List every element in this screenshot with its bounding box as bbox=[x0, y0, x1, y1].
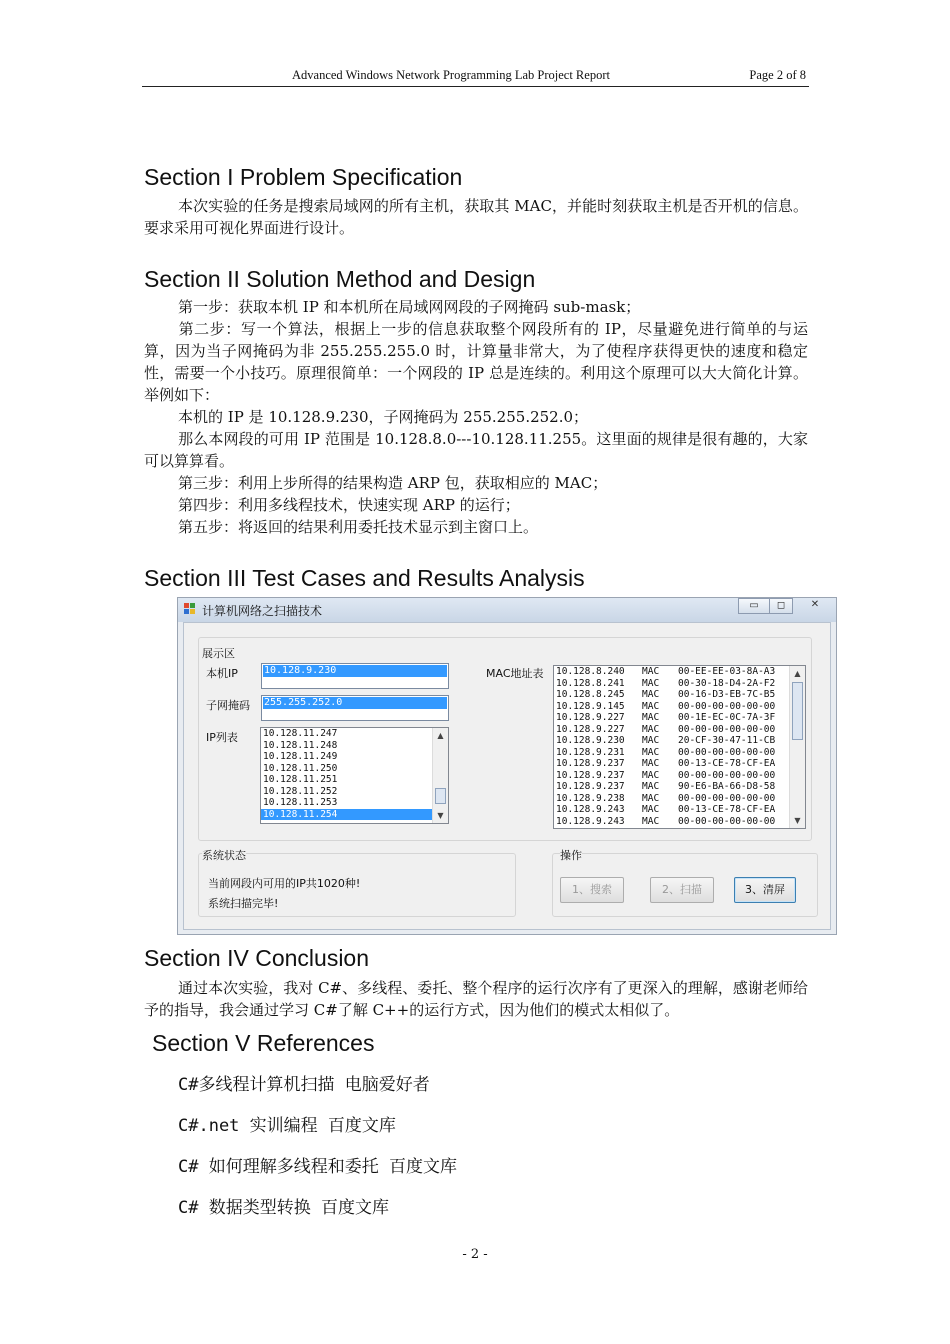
status-line-1: 当前网段内可用的IP共1020种! bbox=[208, 877, 361, 890]
mac-row-address: 00-00-00-00-00-00 bbox=[678, 792, 776, 804]
scroll-down-icon[interactable]: ▼ bbox=[437, 811, 444, 820]
mac-row-address: 00-1E-EC-0C-7A-3F bbox=[678, 712, 776, 723]
section-2-example1: 本机的 IP 是 10.128.9.230，子网掩码为 255.255.252.0； bbox=[178, 408, 589, 426]
section-4-title: Section IV Conclusion bbox=[144, 945, 370, 971]
close-icon: ✕ bbox=[810, 599, 820, 610]
window-client-area bbox=[183, 622, 831, 930]
local-ip-field[interactable] bbox=[261, 663, 449, 689]
ip-listbox[interactable] bbox=[260, 727, 449, 824]
subnet-value: 255.255.252.0 bbox=[263, 697, 447, 709]
mac-row-ip: 10.128.8.240 bbox=[556, 666, 625, 677]
ip-list-item[interactable]: 10.128.11.250 bbox=[263, 762, 338, 774]
operations-group-label: 操作 bbox=[560, 849, 582, 862]
section-5-title: Section V References bbox=[152, 1030, 375, 1056]
subnet-field[interactable] bbox=[261, 695, 449, 721]
mac-row-ip: 10.128.9.230 bbox=[556, 735, 625, 746]
mac-row-ip: 10.128.9.243 bbox=[556, 815, 625, 827]
scroll-up-icon[interactable]: ▲ bbox=[437, 731, 444, 740]
section-4-text: 通过本次实验，我对 C#、多线程、委托、整个程序的运行次序有了更深入的理解，感谢老师给予的指导，我会通过学习 C#了解 C++的运行方式，因为他们的模式太相似了。 bbox=[144, 979, 808, 1019]
scroll-thumb[interactable] bbox=[435, 788, 446, 804]
mac-row-type: MAC bbox=[642, 781, 660, 792]
window-titlebar bbox=[178, 598, 836, 622]
search-button[interactable]: 1、搜索 bbox=[560, 877, 624, 903]
ip-list-item[interactable]: 10.128.11.252 bbox=[263, 785, 338, 797]
mac-row-type: MAC bbox=[642, 815, 660, 827]
scan-button[interactable]: 2、扫描 bbox=[650, 877, 714, 903]
ip-list-item[interactable]: 10.128.11.254 bbox=[261, 809, 448, 821]
mac-row-ip: 10.128.8.241 bbox=[556, 677, 625, 689]
mac-row-address: 00-00-00-00-00-00 bbox=[678, 700, 776, 712]
section-2-step3: 第三步：利用上步所得的结果构造 ARP 包，获取相应的 MAC； bbox=[178, 474, 608, 492]
mac-list-item[interactable] bbox=[554, 666, 805, 678]
mac-list-item[interactable] bbox=[554, 678, 805, 690]
maximize-button[interactable] bbox=[769, 598, 793, 614]
mac-row-address: 20-CF-30-47-11-CB bbox=[678, 735, 776, 746]
ip-list-item[interactable]: 10.128.11.247 bbox=[263, 728, 338, 739]
mac-list-item[interactable] bbox=[554, 735, 805, 747]
mac-row-address: 00-00-00-00-00-00 bbox=[678, 723, 776, 735]
status-group-label: 系统状态 bbox=[202, 849, 246, 862]
mac-list-item[interactable] bbox=[554, 747, 805, 759]
mac-row-ip: 10.128.9.238 bbox=[556, 792, 625, 804]
mac-list-item[interactable] bbox=[554, 758, 805, 770]
mac-row-type: MAC bbox=[642, 712, 660, 723]
mac-list-scrollbar[interactable] bbox=[789, 666, 805, 828]
mac-row-address: 00-00-00-00-00-00 bbox=[678, 815, 776, 827]
mac-row-ip: 10.128.9.227 bbox=[556, 723, 625, 735]
mac-row-type: MAC bbox=[642, 677, 660, 689]
mac-row-type: MAC bbox=[642, 746, 660, 758]
mac-table-label: MAC地址表 bbox=[486, 667, 544, 680]
mac-list-item[interactable] bbox=[554, 712, 805, 724]
reference-item: C#.net 实训编程 百度文库 bbox=[178, 1116, 396, 1136]
mac-row-type: MAC bbox=[642, 792, 660, 804]
page-header bbox=[142, 64, 809, 87]
local-ip-label: 本机IP bbox=[206, 667, 238, 680]
close-button[interactable] bbox=[798, 598, 832, 614]
section-2-step4: 第四步：利用多线程技术，快速实现 ARP 的运行； bbox=[178, 496, 520, 514]
mac-row-type: MAC bbox=[642, 666, 660, 677]
status-line-2: 系统扫描完毕! bbox=[208, 897, 279, 910]
mac-row-ip: 10.128.9.237 bbox=[556, 769, 625, 781]
mac-row-type: MAC bbox=[642, 769, 660, 781]
local-ip-value: 10.128.9.230 bbox=[263, 665, 447, 677]
mac-row-type: MAC bbox=[642, 735, 660, 746]
mac-row-ip: 10.128.9.237 bbox=[556, 781, 625, 792]
subnet-label: 子网掩码 bbox=[206, 699, 250, 712]
mac-row-address: 00-00-00-00-00-00 bbox=[678, 746, 776, 758]
mac-listbox[interactable] bbox=[553, 665, 806, 829]
mac-row-ip: 10.128.9.145 bbox=[556, 700, 625, 712]
ip-list-item[interactable]: 10.128.11.248 bbox=[263, 739, 338, 751]
mac-list-item[interactable] bbox=[554, 804, 805, 816]
reference-item: C# 如何理解多线程和委托 百度文库 bbox=[178, 1157, 457, 1177]
mac-row-ip: 10.128.9.231 bbox=[556, 746, 625, 758]
mac-row-address: 00-30-18-D4-2A-F2 bbox=[678, 677, 776, 689]
ip-list-scrollbar[interactable] bbox=[432, 728, 448, 823]
mac-row-type: MAC bbox=[642, 804, 660, 815]
mac-row-type: MAC bbox=[642, 700, 660, 712]
page-footer-number: - 2 - bbox=[462, 1247, 488, 1262]
ip-list-item[interactable]: 10.128.11.249 bbox=[263, 751, 338, 762]
mac-list-item[interactable] bbox=[554, 770, 805, 782]
mac-row-type: MAC bbox=[642, 689, 660, 700]
app-icon bbox=[184, 603, 196, 615]
mac-row-address: 00-16-D3-EB-7C-B5 bbox=[678, 689, 776, 700]
mac-row-ip: 10.128.9.227 bbox=[556, 712, 625, 723]
reference-item: C# 数据类型转换 百度文库 bbox=[178, 1198, 389, 1218]
mac-list-item[interactable] bbox=[554, 689, 805, 701]
mac-row-type: MAC bbox=[642, 723, 660, 735]
mac-list-item[interactable] bbox=[554, 701, 805, 713]
section-2-example2: 那么本网段的可用 IP 范围是 10.128.8.0---10.128.11.255。这里面的规律是很有趣的，大家可以算算看。 bbox=[144, 430, 808, 470]
mac-row-address: 00-13-CE-78-CF-EA bbox=[678, 758, 776, 769]
mac-row-type: MAC bbox=[642, 758, 660, 769]
mac-list-item[interactable] bbox=[554, 816, 805, 828]
header-title: Advanced Windows Network Programming Lab Project Report bbox=[292, 68, 610, 82]
minimize-button[interactable] bbox=[738, 598, 770, 614]
mac-list-item[interactable] bbox=[554, 781, 805, 793]
clear-button[interactable]: 3、清屏 bbox=[734, 877, 796, 903]
ip-list-item[interactable]: 10.128.11.251 bbox=[263, 774, 338, 785]
scroll-thumb[interactable] bbox=[792, 682, 803, 740]
mac-row-ip: 10.128.8.245 bbox=[556, 689, 625, 700]
mac-list-item[interactable] bbox=[554, 724, 805, 736]
section-1-title: Section I Problem Specification bbox=[144, 164, 463, 190]
mac-row-address: 90-E6-BA-66-D8-58 bbox=[678, 781, 776, 792]
ip-list-label: IP列表 bbox=[206, 731, 238, 744]
display-group-label: 展示区 bbox=[202, 647, 235, 660]
scroll-down-icon[interactable]: ▼ bbox=[794, 816, 801, 825]
mac-row-address: 00-00-00-00-00-00 bbox=[678, 769, 776, 781]
reference-item: C#多线程计算机扫描 电脑爱好者 bbox=[178, 1075, 430, 1095]
app-screenshot-window bbox=[177, 597, 837, 935]
mac-row-address: 00-EE-EE-03-8A-A3 bbox=[678, 666, 776, 677]
section-2-step5: 第五步：将返回的结果利用委托技术显示到主窗口上。 bbox=[178, 518, 539, 536]
mac-row-ip: 10.128.9.237 bbox=[556, 758, 625, 769]
ip-list-item[interactable]: 10.128.11.253 bbox=[263, 797, 338, 808]
section-2-title: Section II Solution Method and Design bbox=[144, 266, 536, 292]
section-2-step1: 第一步：获取本机 IP 和本机所在局域网网段的子网掩码 sub-mask； bbox=[178, 298, 641, 316]
maximize-icon: ◻ bbox=[776, 600, 786, 611]
mac-row-ip: 10.128.9.243 bbox=[556, 804, 625, 815]
section-1-text: 本次实验的任务是搜索局域网的所有主机，获取其 MAC，并能时刻获取主机是否开机的信息。要求采用可视化界面进行设计。 bbox=[144, 197, 808, 237]
section-2-step2: 第二步：写一个算法，根据上一步的信息获取整个网段所有的 IP，尽量避免进行简单的与运算，因为当子网掩码为非 255.255.255.0 时，计算量非常大，为了使程序获得更快的速度和稳定性，需要一个小技巧。原理很简单：一个网段的 IP 总是连续的。利用这个原理可以大大简化计算。举例如下： bbox=[144, 320, 808, 404]
section-3-title: Section III Test Cases and Results Analysis bbox=[144, 565, 585, 591]
minimize-icon: ▭ bbox=[749, 600, 759, 611]
window-title: 计算机网络之扫描技术 bbox=[202, 604, 323, 618]
scroll-up-icon[interactable]: ▲ bbox=[794, 669, 801, 678]
mac-list-item[interactable] bbox=[554, 793, 805, 805]
header-page-number: Page 2 of 8 bbox=[749, 68, 806, 82]
mac-row-address: 00-13-CE-78-CF-EA bbox=[678, 804, 776, 815]
